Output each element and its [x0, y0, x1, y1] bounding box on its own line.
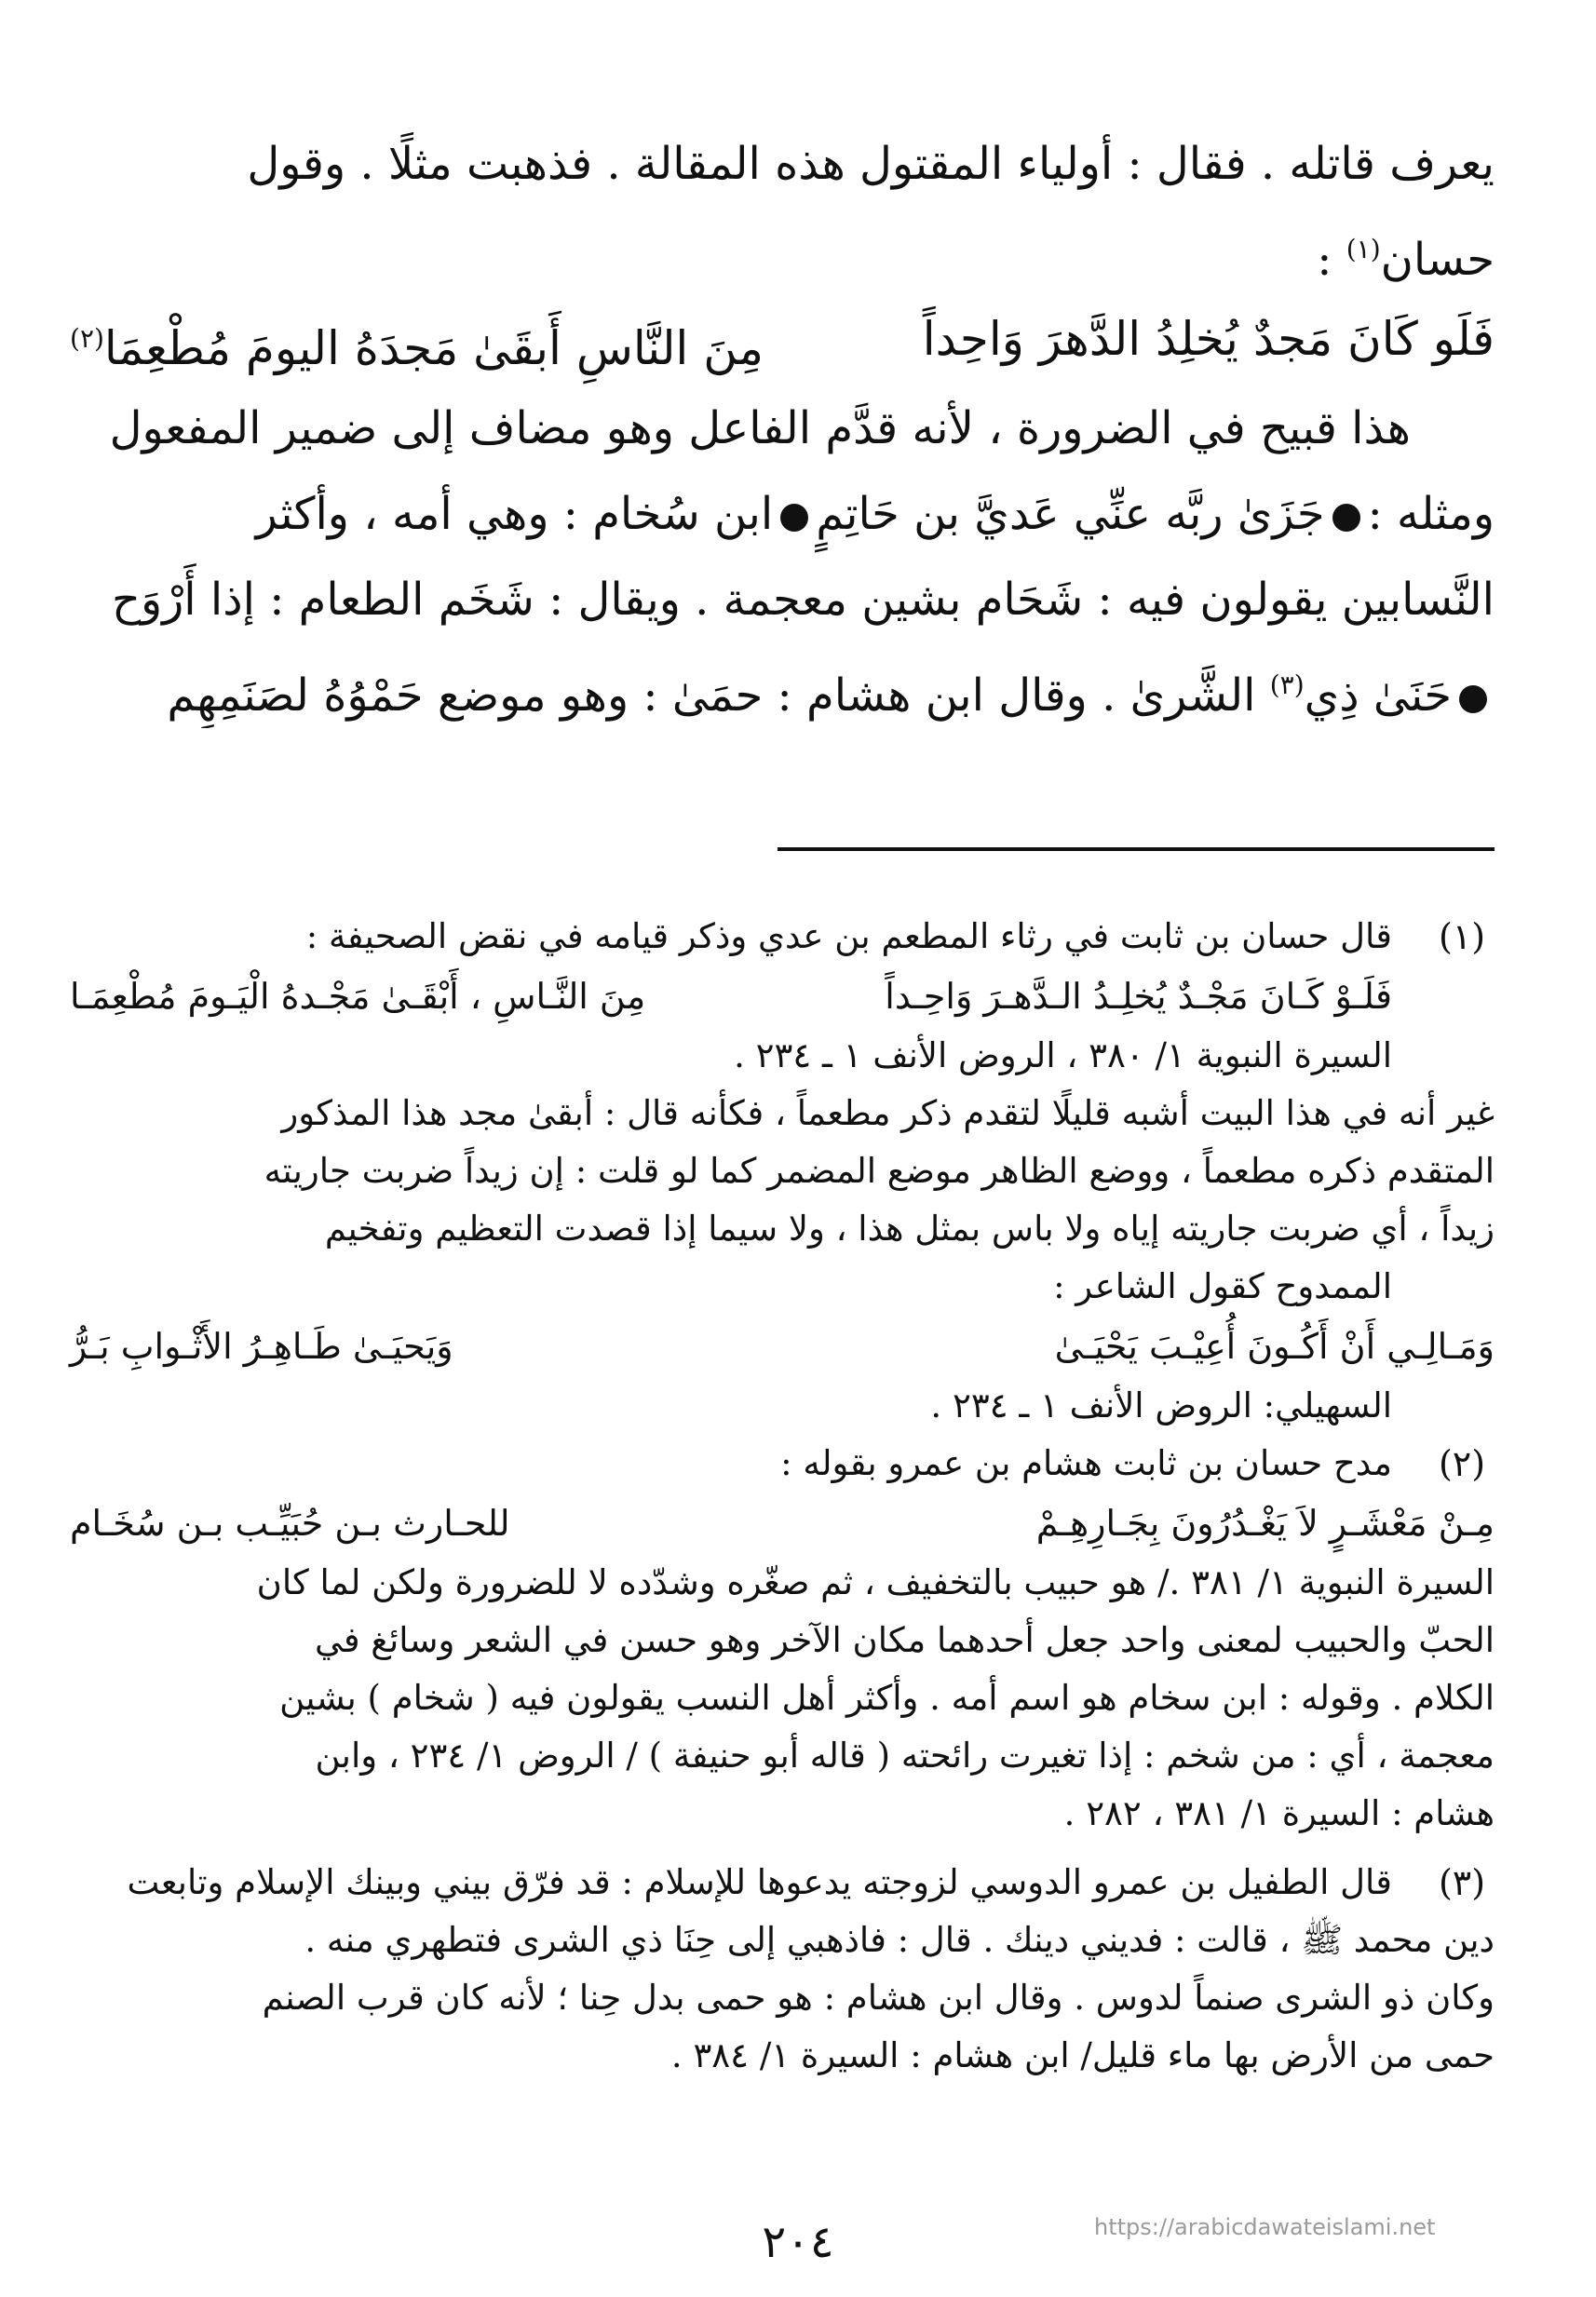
footnote-line: السهيلي: الروض الأنف ١ ـ ٢٣٤ .	[930, 1385, 1392, 1425]
footnote-line: الحبّ والحبيب لمعنى واحد جعل أحدهما مكان الآخر وهو حسن في الشعر وسائغ في	[315, 1620, 1495, 1660]
footnote-line: حمى من الأرض بها ماء قليل/ ابن هشام : السيرة ١/ ٣٨٤ .	[670, 2035, 1495, 2075]
footnote-verse	[70, 1316, 1495, 1377]
footnote-verse	[70, 1493, 1495, 1554]
footnote-number: (١)	[1438, 916, 1486, 957]
main-line-5-b: جَزَىٰ ربَّه عنِّي عَديَّ بن حَاتِمٍ	[816, 488, 1325, 540]
main-line-5	[70, 471, 1495, 557]
verse-first-hemistich: فَلَو كَانَ مَجدٌ يُخلِدُ الدَّهرَ وَاحِداً	[922, 312, 1495, 366]
verse-second-hemistich	[70, 292, 764, 385]
footnote-line: وكان ذو الشرى صنماً لدوس . وقال ابن هشام : هو حمى بدل حِنا ؛ لأنه كان قرب الصنم	[262, 1978, 1495, 2018]
bullet-dot-icon	[780, 504, 808, 532]
main-line-4: هذا قبيح في الضرورة ، لأنه قدَّم الفاعل وهو مضاف إلى ضمير المفعول	[109, 402, 1411, 454]
footnote-ref-2[interactable]: (٢)	[70, 323, 104, 354]
footnote-line: السيرة النبوية ١/ ٣٨٠ ، الروض الأنف ١ ـ ٢٣٤ .	[734, 1035, 1392, 1075]
footnote-2	[70, 1435, 1495, 1843]
main-line-2	[70, 207, 1495, 292]
footnote-line: معجمة ، أي : من شخم : إذا تغيرت رائحته ( قاله أبو حنيفة ) / الروض ١/ ٢٣٤ ، وابن	[315, 1736, 1495, 1776]
main-line-7-b: الشَّرىٰ . وقال ابن هشام : حمَىٰ : وهو موضع حَمْوُهُ لصَنَمِهِم	[167, 669, 1270, 722]
main-line-5-a: ومثله :	[1367, 488, 1495, 540]
main-line-2-text: حسان	[1380, 234, 1495, 286]
verse-first-hemistich: مِـنْ مَعْشَـرٍ لاَ يَغْـدُرُونَ بِجَـارِهِـمْ	[1035, 1503, 1495, 1544]
main-line-2-end: :	[1317, 234, 1346, 286]
footnote-number: (٣)	[1438, 1862, 1486, 1903]
footnote-line: الممدوح كقول الشاعر :	[1053, 1266, 1392, 1306]
verse-second-hemistich: للحـارث بـن حُبَيِّـب بـن سُخَـام	[70, 1503, 510, 1544]
footnote-separator	[778, 847, 1495, 851]
main-line-7	[70, 642, 1495, 728]
footnote-verse	[70, 966, 1392, 1027]
main-line-1: يعرف قاتله . فقال : أولياء المقتول هذه المقالة . فذهبت مثلًا . وقول	[247, 138, 1495, 190]
footnote-line: المتقدم ذكره مطعماً ، ووضع الظاهر موضع المضمر كما لو قلت : إن زيداً ضربت جاريته	[264, 1151, 1495, 1191]
footnote-line: دين محمد ﷺ ، قالت : فديني دينك . قال : فاذهبي إلى حِنَا ذي الشرى فتطهري منه .	[304, 1920, 1495, 1960]
main-line-5-c: ابن سُخام : وهي أمه ، وأكثر	[255, 488, 774, 540]
bullet-dot-icon	[1332, 504, 1360, 532]
verse-second-text: مِنَ النَّاسِ أَبقَىٰ مَجدَهُ اليومَ مُطْعِمَا	[103, 321, 764, 375]
verse-first-hemistich: فَلَـوْ كَـانَ مَجْـدٌ يُخلِـدُ الـدَّهـرَ وَاحِـداً	[885, 976, 1392, 1017]
footnote-line: السيرة النبوية ١/ ٣٨١ ./ هو حبيب بالتخفيف ، ثم صغّره وشدّده لا للضرورة ولكن لما كان	[256, 1562, 1495, 1602]
main-text	[70, 121, 1495, 728]
bullet-dot-icon	[1459, 685, 1487, 713]
footnote-line: مدح حسان بن ثابت هشام بن عمرو بقوله :	[780, 1443, 1392, 1483]
main-verse	[70, 292, 1495, 385]
main-line-7-a: حَنَىٰ ذِي	[1304, 669, 1452, 722]
footnote-line: زيداً ، أي ضربت جاريته إياه ولا باس بمثل هذا ، ولا سيما إذا قصدت التعظيم وتفخيم	[324, 1209, 1495, 1249]
verse-second-hemistich: مِنَ النَّـاسِ ، أَبْقَـىٰ مَجْـدهُ الْيَـومَ مُطْعِمَـا	[70, 976, 646, 1017]
footnote-ref-3[interactable]: (٣)	[1269, 669, 1305, 700]
footnote-line: غير أنه في هذا البيت أشبه قليلًا لتقدم ذكر مطعماً ، فكأنه قال : أبقىٰ مجد هذا المذكور	[281, 1093, 1495, 1133]
verse-first-hemistich: وَمَـالِـي أَنْ أَكُـونَ أُعِيْـبَ يَحْيَـىٰ	[1054, 1326, 1495, 1367]
footnote-line: قال حسان بن ثابت في رثاء المطعم بن عدي وذكر قيامه في نقض الصحيفة :	[305, 916, 1392, 956]
page-number: ٢٠٤	[762, 2216, 834, 2268]
watermark-url[interactable]: https://arabicdawateislami.net	[1094, 2214, 1436, 2240]
footnote-line: قال الطفيل بن عمرو الدوسي لزوجته يدعوها للإسلام : قد فرّق بيني وبينك الإسلام وتابعت	[127, 1862, 1392, 1902]
footnote-line: هشام : السيرة ١/ ٣٨١ ، ٢٨٢ .	[1063, 1793, 1495, 1833]
footnote-ref-1[interactable]: (١)	[1346, 234, 1381, 264]
footnotes	[70, 908, 1495, 2085]
footnote-1	[70, 908, 1495, 1435]
footnote-number: (٢)	[1438, 1443, 1486, 1484]
verse-second-hemistich: وَيَحيَـىٰ طَـاهِـرُ الأَثْـوابِ بَـرُّ	[70, 1326, 453, 1367]
footnote-3	[70, 1854, 1495, 2085]
footnote-line: الكلام . وقوله : ابن سخام هو اسم أمه . وأكثر أهل النسب يقولون فيه ( شخام ) بشين	[279, 1678, 1495, 1718]
main-line-6: النَّسابين يقولون فيه : شَحَام بشين معجمة . ويقال : شَخَم الطعام : إذا أَرْوَح	[111, 574, 1495, 626]
